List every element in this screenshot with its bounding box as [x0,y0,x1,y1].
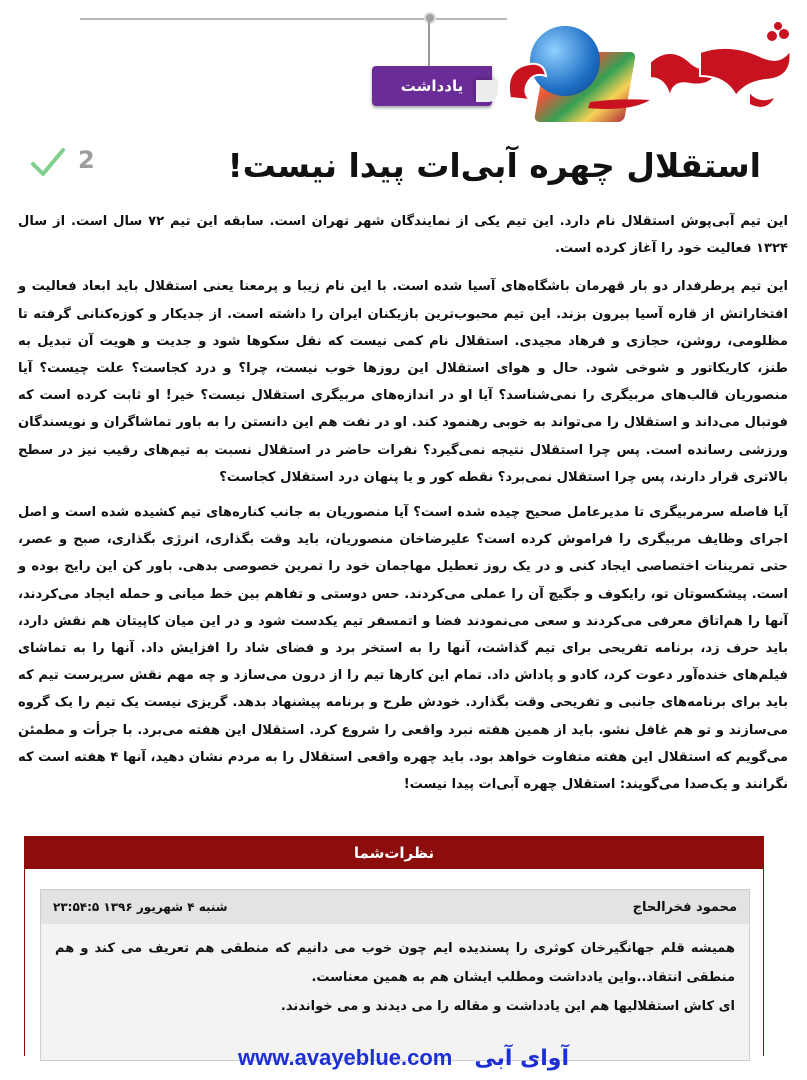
comments-heading: نظرات‌شما [25,837,763,869]
comment-item [40,889,750,1061]
comments-section [24,836,764,1056]
article-paragraph: این تیم پرطرفدار دو بار قهرمان باشگاه‌های آسیا شده است. با این نام زیبا و پرمعنا یعنی استقلال باید ابعاد فعالیت و افتخاراتش از قاره آسیا بیرون بزند. این تیم محبوب‌ترین بازیکنان ایران را داشته است. از جدیکار و کوزه‌کنانی گرفته تا مظلومی، روشن، حجازی و فرهاد مجیدی. استقلال نام کمی نیست که نقل سکوها شود و جدیت و هویت آن تبدیل به طنز، کاریکاتور و شوخی شود. حال و هوای استقلال این روزها خوب نیست، چرا؟ و درد کجاست؟ علت چیست؟ آیا منصوریان قالب‌های مربیگری را نمی‌شناسد؟ آیا او در اندازه‌های مربیگری استقلال نیست؟ خیر! او ثابت کرده است که فوتبال می‌داند و استقلال را می‌تواند به خوبی رهنمود کند. او در نفت هم این دانستن را به باور تماشاگران و نویسندگان ورزشی رسانده است. پس چرا استقلال نتیجه نمی‌گیرد؟ نفرات حاضر در استقلال نسبت به تیم‌های رقیب نیز در سطح بالاتری قرار دارند، پس چرا استقلال نمی‌برد؟ نقطه کور و یا پنهان درد استقلال کجاست؟ [18,279,788,485]
header [0,0,807,120]
category-tag[interactable] [372,66,492,106]
comment-header [41,890,749,924]
pin-head [424,12,436,24]
article-paragraph: آیا فاصله سرمربیگری تا مدیرعامل صحیح چیده شده است؟ آیا منصوریان به جانب کناره‌های تیم کشیده شده است و اصل اجرای وظایف مربیگری را فراموش کرده است؟ علیرضاخان منصوریان، باید وقت بگذاری، انرژی بگذاری، صبح و عصر، حتی تمرینات اختصاصی ایجاد کنی و در یک روز تعطیل مهاجمان خود را تمرین خصوصی بدهی. باور کن این رایج بوده و است. پیشکسوتان تو، رایکوف و جگیچ آن را عملی می‌کردند. حس دوستی و تفاهم بین خط میانی و حمله ایجاد می‌کردند، آنها را هم‌اتاق معرفی می‌کردند و سعی می‌نمودند فضا و اتمسفر تیم یکدست شود و در این میان کاپیتان هم نقش دارد، باید حرف زد، برنامه تفریحی برای تیم گذاشت، آنها را به استخر برد و فضای شاد را افزایش داد. آنها را به تماشای فیلم‌های خنده‌آور دعوت کرد، کادو و پاداش داد. تمام این کارها تیم را از درون می‌سازد و چه مهم نقش سرپرست تیم که باید برای برنامه‌های جانبی و تفریحی وقت بگذارد. خودش طرح و برنامه پیشنهاد بدهد. گریزی نیست یک تیم را یک گروه می‌سازند و تو هم غافل نشو. باید از همین هفته نبرد واقعی را شروع کرد. استقلال این هفته می‌برد. با جرأت و مطمئن می‌گویم که استقلال این هفته متفاوت خواهد بود. باید چهره واقعی استقلال را به مردم نشان دهید، آنها ۴ هفته است که نگرانند و یک‌صدا می‌گویند: استقلال چهره آبی‌ات پیدا نیست! [18,505,789,793]
comment-count: 2 [78,146,95,174]
site-logo[interactable] [500,22,800,122]
comment-line: همیشه قلم جهانگیرخان کوثری را پسندیده ایم چون خوب می دانیم که منطقی هم تعریف می کند و هم منطقی انتقاد..واین یادداشت ومطلب ایشان هم به همین معناست. [55,941,735,985]
article-title: استقلال چهره آبی‌ات پیدا نیست! [227,146,761,185]
comment-body [41,924,749,1021]
article-paragraph: این تیم آبی‌پوش استقلال نام دارد. این تیم یکی از نمایندگان شهر تهران است. سابقه این تیم ۷۲ سال است. از سال ۱۳۲۴ فعالیت خود را آغاز کرده است. [18,214,788,257]
header-divider [80,18,507,20]
article-body [18,208,788,806]
comment-date: شنبه ۴ شهریور ۱۳۹۶ ۲۳:۵۴:۵ [53,900,228,914]
category-tag-label: یادداشت [400,77,464,95]
footer-site-name: آوای آبی [474,1045,570,1071]
pin-string [428,22,430,68]
check-icon [30,146,66,180]
footer-watermark [0,1040,807,1076]
logo-wordmark [500,22,800,122]
tag-fold [476,80,498,102]
comment-line: ای کاش استقلالیها هم این یادداشت و مقاله را می دیدند و می خواندند. [280,999,735,1014]
comment-author: محمود فخرالحاج [632,899,737,915]
footer-url-link[interactable]: www.avayeblue.com [237,1045,453,1070]
